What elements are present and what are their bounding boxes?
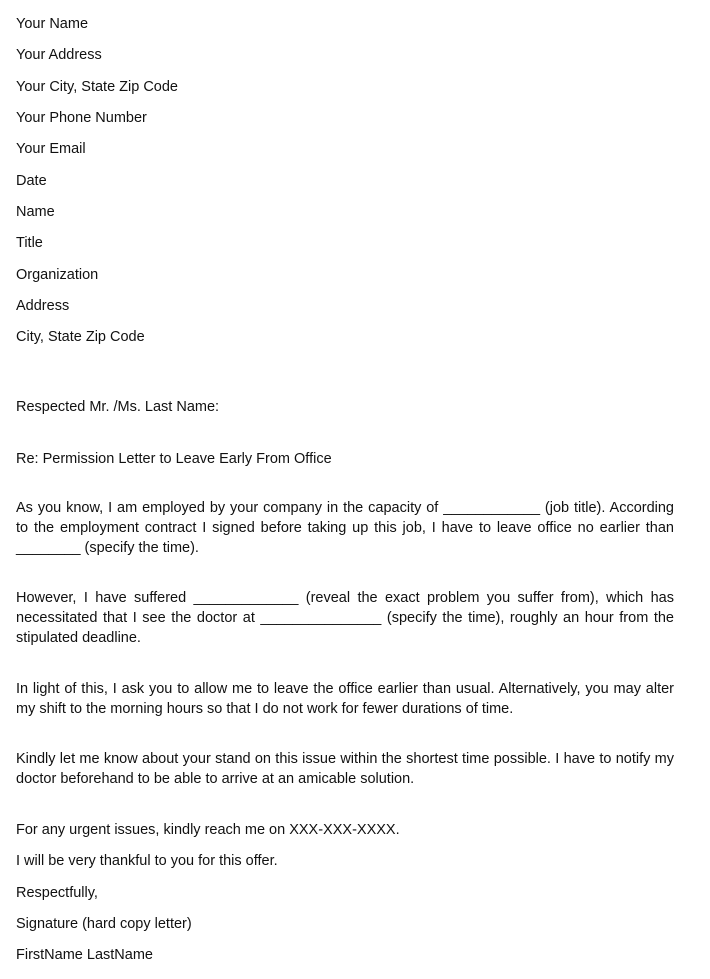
sender-name: Your Name — [16, 16, 89, 32]
subject-line: Re: Permission Letter to Leave Early From Office — [16, 451, 332, 467]
signer-name: FirstName LastName — [16, 947, 153, 963]
closing: Respectfully, — [16, 885, 98, 901]
body-paragraph-2: However, I have suffered _____________ (reveal the exact problem you suffer from), which has necessitated that I see the doctor at _______________ (specify the time), roughly an hour from the stipulated deadline. — [16, 590, 674, 646]
recipient-name: Name — [16, 204, 55, 220]
body-paragraph-5: For any urgent issues, kindly reach me on XXX-XXX-XXXX. — [16, 822, 400, 838]
salutation: Respected Mr. /Ms. Last Name: — [16, 399, 220, 415]
signature: Signature (hard copy letter) — [16, 916, 192, 932]
sender-email: Your Email — [16, 141, 86, 157]
body-paragraph-1: As you know, I am employed by your company in the capacity of ____________ (job title). According to the employment contract I signed before taking up this job, I have to leave office no earlier than ________ (specify the time). — [16, 500, 674, 556]
recipient-address: Address — [16, 298, 70, 314]
body-paragraph-4: Kindly let me know about your stand on this issue within the shortest time possible. I have to notify my doctor beforehand to be able to arrive at an amicable solution. — [16, 751, 674, 787]
recipient-organization: Organization — [16, 267, 99, 283]
sender-address: Your Address — [16, 47, 102, 63]
sender-phone: Your Phone Number — [16, 110, 147, 126]
letter-date: Date — [16, 173, 47, 189]
recipient-title: Title — [16, 235, 43, 251]
body-paragraph-6: I will be very thankful to you for this offer. — [16, 853, 278, 869]
recipient-city-state-zip: City, State Zip Code — [16, 329, 145, 345]
body-paragraph-3: In light of this, I ask you to allow me to leave the office earlier than usual. Alternatively, you may alter my shift to the morning hours so that I do not work for fewer durations of time. — [16, 681, 674, 717]
sender-city-state-zip: Your City, State Zip Code — [16, 79, 178, 95]
